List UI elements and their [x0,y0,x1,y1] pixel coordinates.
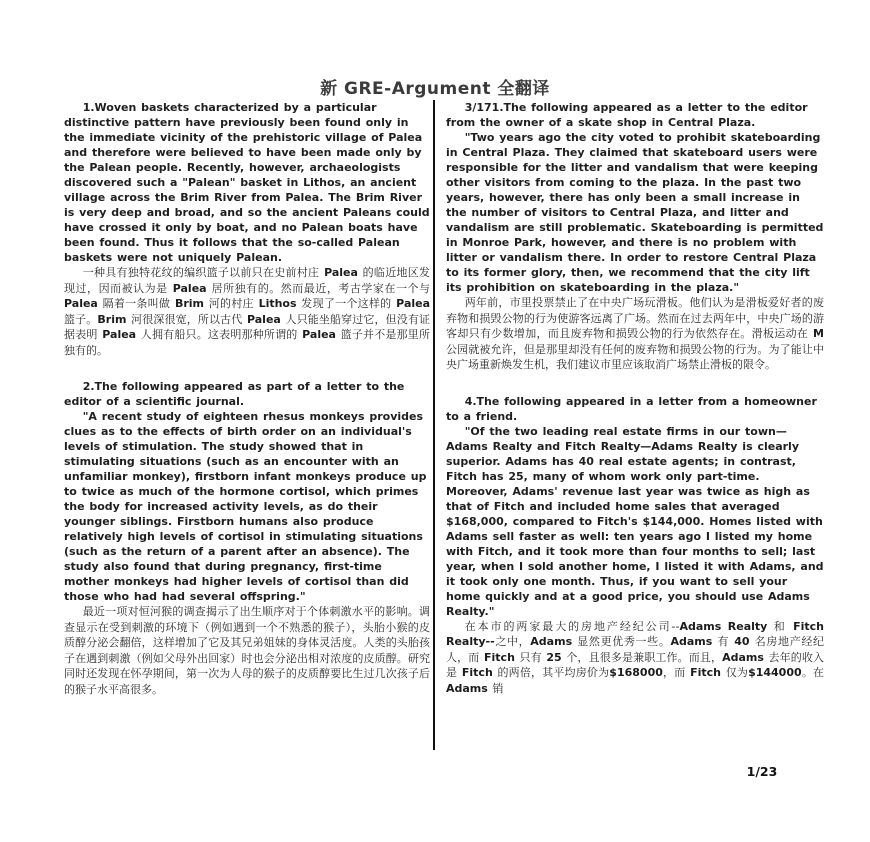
two-column-layout [64,100,824,697]
paragraph-zh: 最近一项对恒河猴的调查揭示了出生顺序对于个体刺激水平的影响。调查显示在受到刺激的环境下（例如遇到一个不熟悉的猴子），头胎小猴的皮质醇分泌会翻倍，这样增加了它及其兄弟姐妹的身体灵活度。人类的头胎孩子在遇到刺激（例如父母外出回家）时也会分泌出相对浓度的皮质醇。研究同时还发现在怀孕期间，第一次为人母的猴子的皮质醇要比生过几次孩子后的猴子水平高很多。 [64,605,430,696]
paragraph-en: 2.The following appeared as part of a letter to the editor of a scientific journal. [64,380,405,408]
page-number: 1/23 [746,764,778,779]
paragraph-zh: 一种具有独特花纹的编织篮子以前只在史前村庄 Palea 的临近地区发现过，因而被认为是 Palea 居所独有的。然而最近，考古学家在一个与 Palea 隔着一条叫做 Brim 河的村庄 Lithos 发现了一个这样的 Palea 篮子。Brim 河很深很宽，所以古代 Palea 人只能坐船穿过它，但没有证据表明 Palea 人拥有船只。这表明那种所谓的 Palea 篮子并不是那里所独有的。 [64,266,431,357]
right-column [446,100,824,697]
paragraph-zh: 在本市的两家最大的房地产经纪公司--Adams Realty 和 Fitch Realty--之中，Adams 显然更优秀一些。Adams 有 40 名房地产经纪人，而 Fitch 只有 25 个，且很多是兼职工作。而且，Adams 去年的收入是 Fitch 的两倍，其平均房价为$168000，而 Fitch 仅为$144000。在 Adams 销 [446,619,825,695]
left-column [64,100,430,697]
paragraph-en: 1.Woven baskets characterized by a particular distinctive pattern have previously been found only in the immediate vicinity of the prehistoric village of Palea and therefore were believed to have been made only by the Palean people. Recently, however, archaeologists discovered such a "Palean" basket in Lithos, an ancient village across the Brim River from Palea. The Brim River is very deep and broad, and so the ancient Paleans could have crossed it only by boat, and no Palean boats have been found. Thus it follows that the so-called Palean baskets were not uniquely Palean. [64,101,430,264]
paragraph-en: "Of the two leading real estate firms in our town—Adams Realty and Fitch Realty—Adams Realty is clearly superior. Adams has 40 real estate agents; in contrast, Fitch has 25, many of whom work only part-time. Moreover, Adams' revenue last year was twice as high as that of Fitch and included home sales that averaged $168,000, compared to Fitch's $144,000. Homes listed with Adams sell faster as well: ten years ago I listed my home with Fitch, and it took more than four months to sell; last year, when I sold another home, I listed it with Adams, and it took only one month. Thus, if you want to sell your home quickly and at a good price, you should use Adams Realty." [446,424,824,618]
paragraph-en: 3/171.The following appeared as a letter to the editor from the owner of a skate shop in Central Plaza. [446,101,808,129]
page-title: 新 GRE-Argument 全翻译 [320,79,550,99]
paragraph-zh: 两年前，市里投票禁止了在中央广场玩滑板。他们认为是滑板爱好者的废弃物和损毁公物的行为使游客远离了广场。然而在过去两年中，中央广场的游客却只有少数增加，而且废弃物和损毁公物的行为依然存在。滑板运动在 M 公园就被允许，但是那里却没有任何的废弃物和损毁公物的行为。为了能让中央广场重新焕发生机，我们建议市里应该取消广场禁止滑板的限令。 [446,296,824,371]
paragraph-en: "A recent study of eighteen rhesus monkeys provides clues as to the effects of birth order on an individual's levels of stimulation. The study showed that in stimulating situations (such as an encounter with an unfamiliar monkey), firstborn infant monkeys produce up to twice as much of the hormone cortisol, which primes the body for increased activity levels, as do their younger siblings. Firstborn humans also produce relatively high levels of cortisol in stimulating situations (such as the return of a parent after an absence). The study also found that during pregnancy, first-time mother monkeys had higher levels of cortisol than did those who had had several offspring." [64,410,427,603]
paragraph-en: "Two years ago the city voted to prohibit skateboarding in Central Plaza. They claimed that skateboard users were responsible for the litter and vandalism that were keeping other visitors from coming to the plaza. In the past two years, however, there has only been a small increase in the number of visitors to Central Plaza, and litter and vandalism are still problematic. Skateboarding is permitted in Monroe Park, however, and there is no problem with litter or vandalism there. In order to restore Central Plaza to its former glory, then, we recommend that the city lift its prohibition on skateboarding in the plaza." [446,131,824,294]
paragraph-en: 4.The following appeared in a letter from a homeowner to a friend. [446,394,817,423]
